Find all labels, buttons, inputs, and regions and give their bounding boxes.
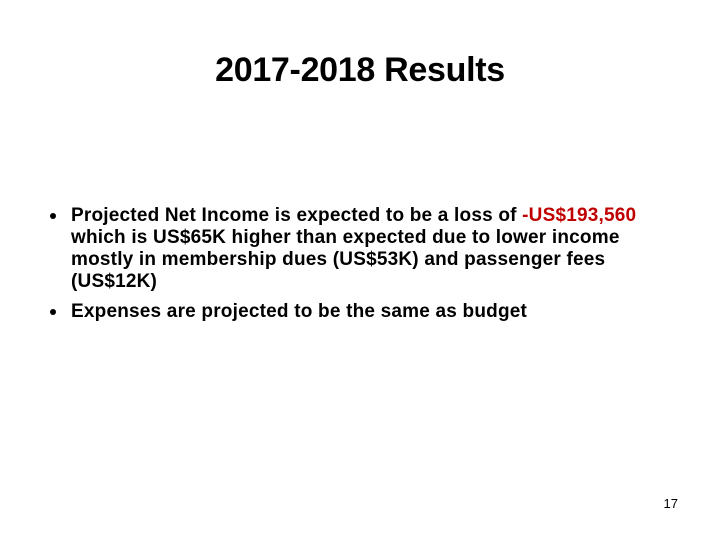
bullet-item-expenses — [48, 301, 678, 323]
bullet-item-net-income — [48, 205, 678, 293]
bullet-text: Projected Net Income is expected to be a loss of — [71, 205, 523, 226]
slide-title: 2017-2018 Results — [215, 51, 505, 89]
bullet-dot-icon — [50, 309, 56, 315]
bullet-list — [48, 205, 678, 331]
bullet-text-continued: which is US$65K higher than expected due to lower income mostly in membership dues (US$53K) and passenger fees (US$12K) — [71, 227, 620, 292]
net-income-amount: -US$193,560 — [522, 205, 637, 226]
bullet-text: Expenses are projected to be the same as budget — [71, 301, 528, 322]
page-number: 17 — [663, 496, 678, 511]
bullet-dot-icon — [50, 213, 56, 219]
